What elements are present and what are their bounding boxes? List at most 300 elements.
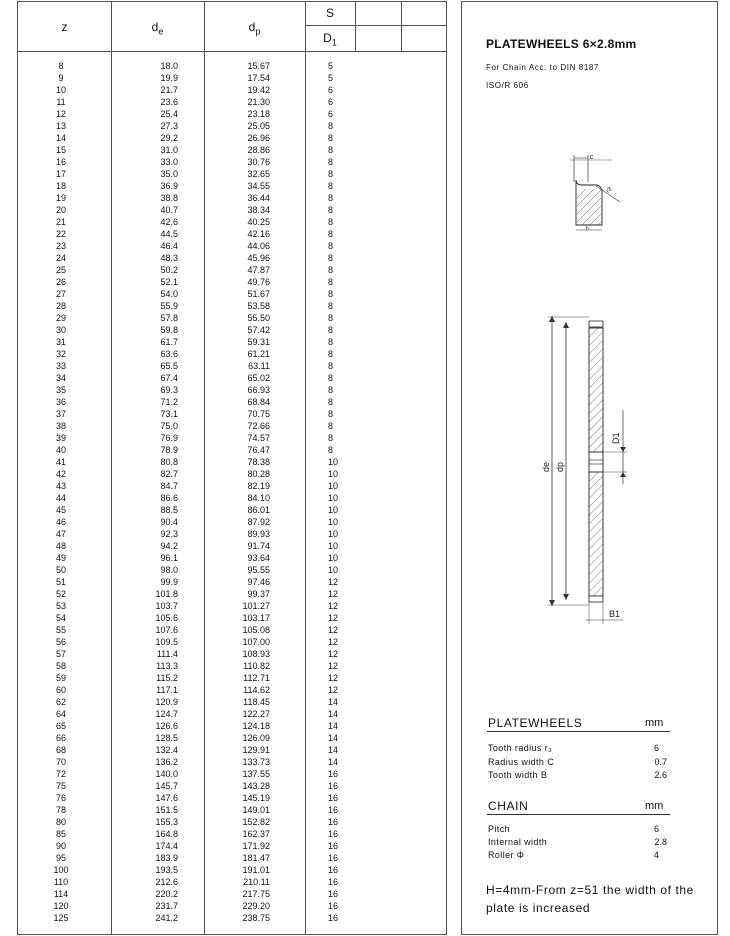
spec-panel [461, 1, 718, 935]
cell-de: 33.0 [160, 157, 178, 167]
cell-dp: 210.11 [243, 877, 270, 887]
cell-s: 6 [328, 109, 334, 119]
cell-z: 27 [55, 289, 66, 299]
cell-dp: 26.96 [247, 133, 270, 143]
cell-z: 125 [53, 913, 69, 923]
cell-z: 33 [55, 361, 66, 371]
cell-s: 8 [328, 397, 334, 407]
cell-s: 8 [328, 241, 334, 251]
table-row [18, 276, 446, 288]
cell-de: 115.2 [156, 673, 178, 683]
cell-s: 5 [328, 61, 334, 71]
cell-s: 12 [328, 625, 339, 635]
cell-z: 16 [55, 157, 66, 167]
label-h: h [586, 226, 589, 232]
cell-s: 10 [328, 541, 339, 551]
cell-s: 16 [328, 829, 339, 839]
cell-s: 16 [328, 805, 339, 815]
cell-dp: 78.38 [247, 457, 270, 467]
cell-dp: 42.16 [247, 229, 270, 239]
cell-z: 120 [53, 901, 69, 911]
table-row [18, 432, 446, 444]
cell-z: 59 [55, 673, 66, 683]
cell-s: 12 [328, 637, 339, 647]
cell-z: 56 [55, 637, 66, 647]
table-row [18, 468, 446, 480]
table-row [18, 612, 446, 624]
cell-de: 136.2 [155, 757, 178, 767]
cell-s: 8 [328, 445, 334, 455]
table-row [18, 132, 446, 144]
header-d1: $D_1$ [323, 31, 337, 48]
column-divider [355, 2, 356, 51]
cell-z: 100 [53, 865, 69, 875]
cell-s: 10 [328, 529, 339, 539]
header-dp: $d_p$ [248, 20, 261, 37]
cell-de: 69.3 [160, 385, 178, 395]
cell-dp: 114.62 [243, 685, 270, 695]
cell-dp: 97.46 [247, 577, 270, 587]
standard-line: ISO/R 606 [486, 81, 529, 90]
table-row [18, 552, 446, 564]
cell-s: 8 [328, 313, 334, 323]
cell-dp: 118.45 [243, 697, 270, 707]
cell-de: 61.7 [160, 337, 178, 347]
table-row [18, 540, 446, 552]
cell-dp: 30.76 [247, 157, 270, 167]
cell-z: 35 [55, 385, 66, 395]
cell-z: 8 [58, 61, 64, 71]
table-row [18, 156, 446, 168]
cell-s: 16 [328, 769, 339, 779]
cell-z: 22 [55, 229, 66, 239]
cell-de: 38.8 [160, 193, 178, 203]
cell-de: 48.3 [160, 253, 178, 263]
cell-s: 16 [328, 913, 339, 923]
table-row [18, 660, 446, 672]
cell-de: 57.8 [160, 313, 178, 323]
cell-dp: 55.50 [247, 313, 270, 323]
table-row [18, 912, 446, 924]
table-row [18, 372, 446, 384]
cell-de: 147.6 [155, 793, 178, 803]
prop-tooth-radius-value: 6 [653, 743, 659, 753]
prop-radius-width-label: Radius width C [488, 757, 555, 767]
cell-s: 8 [328, 157, 334, 167]
cell-z: 31 [55, 337, 66, 347]
cell-dp: 74.57 [247, 433, 270, 443]
cell-s: 12 [328, 613, 339, 623]
page-title: PLATEWHEELS 6×2.8mm [486, 37, 637, 51]
table-row [18, 480, 446, 492]
table-row [18, 744, 446, 756]
cell-z: 43 [55, 481, 66, 491]
cell-z: 95 [55, 853, 66, 863]
cell-dp: 108.93 [242, 649, 270, 659]
cell-dp: 86.01 [247, 505, 270, 515]
cell-de: 75.0 [160, 421, 178, 431]
table-row [18, 840, 446, 852]
cell-dp: 49.76 [247, 277, 270, 287]
cell-z: 41 [55, 457, 66, 467]
cell-de: 73.1 [160, 409, 178, 419]
cell-s: 16 [328, 781, 339, 791]
cell-de: 183.9 [155, 853, 178, 863]
table-row [18, 780, 446, 792]
cell-s: 8 [328, 409, 334, 419]
cell-s: 12 [328, 577, 339, 587]
cell-dp: 107.00 [242, 637, 270, 647]
cell-z: 54 [55, 613, 66, 623]
prop-tooth-width-value: 2.6 [654, 770, 667, 780]
table-row [18, 696, 446, 708]
cell-dp: 238.75 [242, 913, 270, 923]
cell-s: 8 [328, 385, 334, 395]
table-row [18, 216, 446, 228]
cell-z: 68 [55, 745, 66, 755]
label-r3: r3 [605, 186, 614, 195]
table-row [18, 396, 446, 408]
table-row [18, 408, 446, 420]
table-row [18, 864, 446, 876]
cell-s: 8 [328, 193, 334, 203]
cell-s: 14 [328, 709, 339, 719]
cell-dp: 99.37 [247, 589, 270, 599]
cell-s: 16 [328, 841, 339, 851]
cell-s: 8 [328, 433, 334, 443]
cell-dp: 40.25 [247, 217, 270, 227]
cell-de: 76.9 [160, 433, 178, 443]
cell-de: 84.7 [160, 481, 178, 491]
cell-dp: 122.27 [242, 709, 270, 719]
cell-s: 16 [328, 853, 339, 863]
cell-dp: 93.64 [247, 553, 270, 563]
cell-s: 10 [328, 481, 339, 491]
cell-z: 52 [55, 589, 66, 599]
cell-dp: 162.37 [242, 829, 270, 839]
cell-s: 8 [328, 289, 334, 299]
cell-dp: 61.21 [247, 349, 270, 359]
cell-z: 60 [55, 685, 66, 695]
table-row [18, 852, 446, 864]
table-row [18, 648, 446, 660]
cell-dp: 65.02 [247, 373, 270, 383]
table-row [18, 564, 446, 576]
cell-dp: 68.84 [247, 397, 270, 407]
cell-dp: 152.82 [242, 817, 270, 827]
cell-de: 19.9 [160, 73, 178, 83]
table-row [18, 756, 446, 768]
cell-dp: 191.01 [242, 865, 270, 875]
prop-radius-width-value: 0.7 [654, 757, 667, 767]
cell-de: 67.4 [160, 373, 178, 383]
cell-dp: 32.65 [247, 169, 270, 179]
section-rule [487, 731, 670, 732]
width-note: H=4mm-From z=51 the width of the plate is increased [486, 883, 694, 915]
cell-dp: 80.28 [247, 469, 270, 479]
cell-dp: 72.66 [247, 421, 270, 431]
cell-s: 8 [328, 301, 334, 311]
table-row [18, 252, 446, 264]
cell-de: 99.9 [160, 577, 178, 587]
cell-s: 14 [328, 733, 339, 743]
cell-s: 8 [328, 265, 334, 275]
prop-tooth-radius-label: Tooth radius r₃ [488, 743, 553, 753]
table-row [18, 336, 446, 348]
cell-de: 59.8 [160, 325, 178, 335]
cell-s: 6 [328, 97, 334, 107]
table-row [18, 600, 446, 612]
cell-de: 128.5 [155, 733, 178, 743]
cell-de: 132.4 [155, 745, 178, 755]
table-row [18, 804, 446, 816]
table-row [18, 180, 446, 192]
table-row [18, 60, 446, 72]
cell-s: 16 [328, 877, 339, 887]
cell-z: 28 [55, 301, 66, 311]
table-row [18, 96, 446, 108]
cell-de: 50.2 [160, 265, 178, 275]
cell-z: 17 [55, 169, 66, 179]
cell-de: 88.5 [160, 505, 178, 515]
cell-de: 124.7 [155, 709, 178, 719]
platewheels-unit: mm [645, 717, 664, 729]
cell-dp: 105.08 [242, 625, 270, 635]
cell-de: 27.3 [160, 121, 178, 131]
cell-s: 8 [328, 421, 334, 431]
cell-dp: 36.44 [247, 193, 270, 203]
cell-dp: 63.11 [248, 361, 270, 371]
cell-s: 16 [328, 793, 339, 803]
cell-z: 80 [55, 817, 66, 827]
cell-de: 94.2 [160, 541, 178, 551]
cell-de: 220.2 [155, 889, 178, 899]
cell-z: 42 [55, 469, 66, 479]
cell-de: 46.4 [160, 241, 178, 251]
cell-z: 14 [55, 133, 66, 143]
cell-s: 14 [328, 757, 339, 767]
cell-dp: 181.47 [242, 853, 270, 863]
cell-de: 82.7 [160, 469, 178, 479]
cell-de: 40.7 [160, 205, 178, 215]
header-de: $d_e$ [151, 20, 164, 37]
platewheel-section-drawing [527, 314, 637, 634]
cell-dp: 103.17 [242, 613, 270, 623]
cell-s: 10 [328, 505, 339, 515]
cell-z: 55 [55, 625, 66, 635]
cell-z: 85 [55, 829, 66, 839]
cell-z: 62 [55, 697, 66, 707]
cell-dp: 82.19 [247, 481, 270, 491]
cell-z: 110 [53, 877, 69, 887]
cell-dp: 145.19 [242, 793, 270, 803]
cell-s: 8 [328, 181, 334, 191]
cell-de: 231.7 [155, 901, 178, 911]
cell-z: 29 [55, 313, 66, 323]
cell-s: 8 [328, 361, 334, 371]
cell-dp: 171.92 [242, 841, 270, 851]
cell-de: 96.1 [160, 553, 178, 563]
table-row [18, 144, 446, 156]
cell-z: 78 [55, 805, 66, 815]
cell-dp: 149.01 [242, 805, 270, 815]
cell-dp: 110.82 [243, 661, 270, 671]
table-row [18, 504, 446, 516]
cell-de: 42.6 [160, 217, 178, 227]
cell-dp: 25.05 [247, 121, 270, 131]
table-row [18, 588, 446, 600]
cell-de: 151.5 [155, 805, 178, 815]
cell-s: 12 [328, 589, 339, 599]
cell-de: 92.3 [160, 529, 178, 539]
table-row [18, 828, 446, 840]
cell-de: 103.7 [155, 601, 178, 611]
cell-s: 12 [328, 685, 339, 695]
table-row [18, 360, 446, 372]
table-row [18, 300, 446, 312]
cell-s: 8 [328, 349, 334, 359]
cell-s: 10 [328, 469, 339, 479]
cell-s: 8 [328, 133, 334, 143]
table-row [18, 816, 446, 828]
cell-de: 126.6 [155, 721, 178, 731]
label-b1: B1 [609, 609, 621, 619]
table-row [18, 876, 446, 888]
cell-de: 80.8 [160, 457, 178, 467]
cell-z: 12 [55, 109, 66, 119]
table-row [18, 720, 446, 732]
table-row [18, 240, 446, 252]
table-row [18, 192, 446, 204]
cell-dp: 133.73 [242, 757, 270, 767]
tooth-profile-drawing [562, 150, 632, 235]
label-c: c [590, 154, 594, 161]
cell-de: 101.8 [155, 589, 178, 599]
cell-z: 39 [55, 433, 66, 443]
cell-s: 8 [328, 205, 334, 215]
cell-s: 16 [328, 865, 339, 875]
cell-dp: 91.74 [247, 541, 270, 551]
table-row [18, 168, 446, 180]
cell-dp: 38.34 [247, 205, 270, 215]
platewheels-heading: PLATEWHEELS [488, 716, 583, 730]
cell-z: 15 [55, 145, 66, 155]
table-row [18, 528, 446, 540]
cell-dp: 59.31 [247, 337, 270, 347]
cell-dp: 21.30 [247, 97, 270, 107]
cell-de: 241.2 [155, 913, 178, 923]
cell-dp: 126.09 [242, 733, 270, 743]
cell-s: 8 [328, 169, 334, 179]
cell-z: 34 [55, 373, 66, 383]
cell-s: 8 [328, 277, 334, 287]
cell-s: 10 [328, 457, 339, 467]
cell-z: 50 [55, 565, 66, 575]
table-row [18, 684, 446, 696]
dimension-table [17, 1, 447, 935]
header-s: S [325, 6, 334, 20]
cell-z: 66 [55, 733, 66, 743]
table-row [18, 492, 446, 504]
section-rule [487, 814, 670, 815]
header-z: z [61, 20, 68, 34]
table-row [18, 204, 446, 216]
cell-de: 31.0 [160, 145, 178, 155]
cell-dp: 143.28 [242, 781, 270, 791]
cell-de: 117.1 [156, 685, 178, 695]
cell-de: 63.6 [160, 349, 178, 359]
cell-z: 72 [55, 769, 66, 779]
table-row [18, 72, 446, 84]
cell-dp: 44.06 [247, 241, 270, 251]
prop-internal-width-label: Internal width [488, 837, 548, 847]
cell-z: 9 [58, 73, 64, 83]
cell-s: 14 [328, 721, 339, 731]
prop-pitch-value: 6 [653, 824, 659, 834]
cell-de: 90.4 [160, 517, 178, 527]
cell-dp: 34.55 [247, 181, 270, 191]
table-row [18, 420, 446, 432]
cell-de: 107.6 [155, 625, 178, 635]
cell-s: 12 [328, 661, 339, 671]
cell-dp: 66.93 [247, 385, 270, 395]
table-row [18, 120, 446, 132]
cell-s: 16 [328, 817, 339, 827]
cell-z: 19 [55, 193, 66, 203]
cell-dp: 95.55 [247, 565, 270, 575]
cell-de: 164.8 [155, 829, 178, 839]
cell-de: 78.9 [160, 445, 178, 455]
cell-s: 12 [328, 601, 339, 611]
cell-de: 44.5 [160, 229, 178, 239]
cell-z: 32 [55, 349, 66, 359]
cell-s: 10 [328, 553, 339, 563]
cell-de: 105.6 [155, 613, 178, 623]
cell-dp: 112.71 [243, 673, 270, 683]
cell-dp: 19.42 [247, 85, 270, 95]
cell-de: 98.0 [160, 565, 178, 575]
table-row [18, 708, 446, 720]
chain-heading: CHAIN [488, 799, 529, 813]
cell-s: 8 [328, 337, 334, 347]
label-dp: dp [555, 461, 565, 472]
cell-dp: 89.93 [247, 529, 270, 539]
cell-dp: 129.91 [242, 745, 270, 755]
cell-z: 26 [55, 277, 66, 287]
table-row [18, 264, 446, 276]
cell-de: 65.5 [160, 361, 178, 371]
prop-pitch-label: Pitch [488, 824, 511, 834]
table-row [18, 288, 446, 300]
cell-s: 16 [328, 889, 339, 899]
cell-s: 14 [328, 745, 339, 755]
cell-z: 11 [56, 97, 66, 107]
cell-dp: 45.96 [247, 253, 270, 263]
table-row [18, 672, 446, 684]
cell-de: 212.6 [155, 877, 178, 887]
cell-de: 52.1 [160, 277, 178, 287]
cell-z: 40 [55, 445, 66, 455]
cell-de: 109.5 [155, 637, 178, 647]
cell-z: 75 [55, 781, 66, 791]
prop-tooth-width-label: Tooth width B [488, 770, 548, 780]
cell-z: 30 [55, 325, 66, 335]
table-row [18, 456, 446, 468]
table-row [18, 84, 446, 96]
cell-z: 65 [55, 721, 66, 731]
cell-s: 14 [328, 697, 339, 707]
cell-z: 48 [55, 541, 66, 551]
